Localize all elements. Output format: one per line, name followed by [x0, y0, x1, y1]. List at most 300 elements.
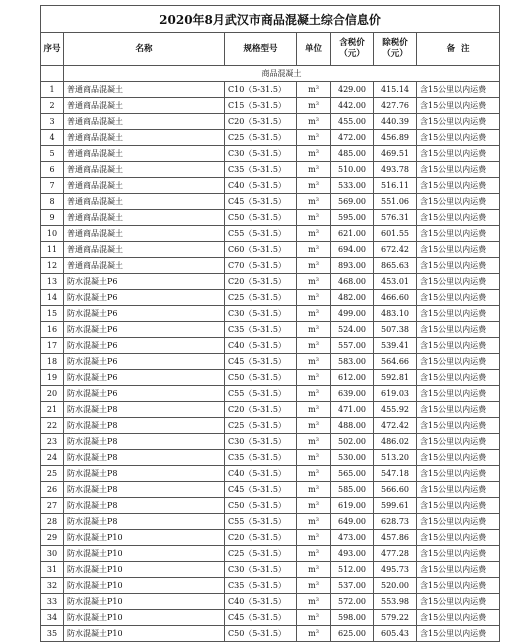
row-note: 含15公里以内运费 [417, 578, 500, 594]
row-name: 防水混凝土P6 [64, 370, 225, 386]
row-tax-incl: 510.00 [331, 162, 374, 178]
table-row [41, 338, 500, 354]
row-no: 22 [41, 418, 64, 434]
unit-exponent: 3 [315, 389, 319, 395]
unit-exponent: 3 [315, 85, 319, 91]
row-tax-excl: 440.39 [374, 114, 417, 130]
unit-base: m [308, 373, 316, 382]
row-tax-excl: 513.20 [374, 450, 417, 466]
row-tax-incl: 468.00 [331, 274, 374, 290]
row-no: 16 [41, 322, 64, 338]
row-note: 含15公里以内运费 [417, 466, 500, 482]
table-row [41, 402, 500, 418]
row-no: 14 [41, 290, 64, 306]
unit-exponent: 3 [315, 613, 319, 619]
row-name: 防水混凝土P10 [64, 530, 225, 546]
row-no: 13 [41, 274, 64, 290]
row-spec: C20（5-31.5） [225, 114, 297, 130]
unit-exponent: 3 [315, 229, 319, 235]
row-tax-incl: 612.00 [331, 370, 374, 386]
row-tax-excl: 466.60 [374, 290, 417, 306]
row-tax-excl: 601.55 [374, 226, 417, 242]
row-tax-incl: 473.00 [331, 530, 374, 546]
row-tax-incl: 524.00 [331, 322, 374, 338]
row-tax-excl: 486.02 [374, 434, 417, 450]
row-unit [297, 594, 331, 610]
row-no: 19 [41, 370, 64, 386]
row-name: 防水混凝土P6 [64, 386, 225, 402]
unit-base: m [308, 565, 316, 574]
unit-exponent: 3 [315, 517, 319, 523]
row-tax-incl: 649.00 [331, 514, 374, 530]
unit-exponent: 3 [315, 533, 319, 539]
row-spec: C25（5-31.5） [225, 546, 297, 562]
unit-exponent: 3 [315, 357, 319, 363]
row-unit [297, 530, 331, 546]
row-unit [297, 610, 331, 626]
row-no: 23 [41, 434, 64, 450]
unit-exponent: 3 [315, 437, 319, 443]
row-spec: C40（5-31.5） [225, 178, 297, 194]
row-unit [297, 226, 331, 242]
unit-base: m [308, 341, 316, 350]
row-unit [297, 322, 331, 338]
row-note: 含15公里以内运费 [417, 594, 500, 610]
header-unit: 单位 [297, 33, 331, 66]
row-tax-excl: 415.14 [374, 82, 417, 98]
table-row [41, 498, 500, 514]
row-tax-excl: 547.18 [374, 466, 417, 482]
section-spacer [41, 66, 64, 82]
unit-exponent: 3 [315, 117, 319, 123]
row-spec: C50（5-31.5） [225, 626, 297, 642]
row-spec: C40（5-31.5） [225, 338, 297, 354]
header-tax-excl: 除税价 （元） [374, 33, 417, 66]
row-no: 1 [41, 82, 64, 98]
row-note: 含15公里以内运费 [417, 626, 500, 642]
unit-base: m [308, 501, 316, 510]
unit-exponent: 3 [315, 373, 319, 379]
row-tax-excl: 576.31 [374, 210, 417, 226]
unit-base: m [308, 213, 316, 222]
row-name: 防水混凝土P10 [64, 562, 225, 578]
unit-exponent: 3 [315, 453, 319, 459]
row-spec: C45（5-31.5） [225, 354, 297, 370]
unit-base: m [308, 421, 316, 430]
row-tax-incl: 502.00 [331, 434, 374, 450]
row-unit [297, 562, 331, 578]
table-row [41, 434, 500, 450]
row-tax-incl: 429.00 [331, 82, 374, 98]
row-no: 33 [41, 594, 64, 610]
row-unit [297, 402, 331, 418]
row-unit [297, 434, 331, 450]
row-tax-excl: 539.41 [374, 338, 417, 354]
row-spec: C50（5-31.5） [225, 210, 297, 226]
row-spec: C25（5-31.5） [225, 418, 297, 434]
row-unit [297, 338, 331, 354]
header-no: 序号 [41, 33, 64, 66]
unit-base: m [308, 629, 316, 638]
table-row [41, 594, 500, 610]
row-tax-excl: 566.60 [374, 482, 417, 498]
row-tax-excl: 495.73 [374, 562, 417, 578]
row-no: 7 [41, 178, 64, 194]
row-spec: C35（5-31.5） [225, 578, 297, 594]
row-name: 普通商品混凝土 [64, 194, 225, 210]
table-row [41, 274, 500, 290]
row-note: 含15公里以内运费 [417, 354, 500, 370]
row-tax-incl: 569.00 [331, 194, 374, 210]
row-tax-incl: 533.00 [331, 178, 374, 194]
row-tax-excl: 579.22 [374, 610, 417, 626]
row-tax-excl: 619.03 [374, 386, 417, 402]
table-row [41, 578, 500, 594]
row-tax-incl: 639.00 [331, 386, 374, 402]
unit-base: m [308, 469, 316, 478]
row-tax-excl: 483.10 [374, 306, 417, 322]
unit-base: m [308, 277, 316, 286]
table-row [41, 562, 500, 578]
row-note: 含15公里以内运费 [417, 178, 500, 194]
table-row [41, 82, 500, 98]
header-tax-incl: 含税价 （元） [331, 33, 374, 66]
unit-base: m [308, 405, 316, 414]
row-name: 防水混凝土P10 [64, 546, 225, 562]
unit-exponent: 3 [315, 197, 319, 203]
row-no: 4 [41, 130, 64, 146]
unit-base: m [308, 549, 316, 558]
row-note: 含15公里以内运费 [417, 482, 500, 498]
section-label: 商品混凝土 [64, 66, 500, 82]
row-spec: C50（5-31.5） [225, 498, 297, 514]
row-unit [297, 210, 331, 226]
row-note: 含15公里以内运费 [417, 210, 500, 226]
row-no: 17 [41, 338, 64, 354]
row-note: 含15公里以内运费 [417, 146, 500, 162]
row-note: 含15公里以内运费 [417, 322, 500, 338]
row-name: 防水混凝土P6 [64, 354, 225, 370]
row-spec: C35（5-31.5） [225, 162, 297, 178]
row-tax-excl: 477.28 [374, 546, 417, 562]
unit-exponent: 3 [315, 181, 319, 187]
row-unit [297, 466, 331, 482]
row-name: 防水混凝土P6 [64, 338, 225, 354]
row-note: 含15公里以内运费 [417, 130, 500, 146]
row-tax-incl: 537.00 [331, 578, 374, 594]
unit-exponent: 3 [315, 309, 319, 315]
row-tax-incl: 442.00 [331, 98, 374, 114]
row-note: 含15公里以内运费 [417, 98, 500, 114]
table-row [41, 178, 500, 194]
row-name: 普通商品混凝土 [64, 82, 225, 98]
row-spec: C50（5-31.5） [225, 370, 297, 386]
row-name: 防水混凝土P10 [64, 610, 225, 626]
unit-base: m [308, 357, 316, 366]
row-unit [297, 626, 331, 642]
unit-base: m [308, 517, 316, 526]
unit-base: m [308, 85, 316, 94]
row-name: 防水混凝土P8 [64, 482, 225, 498]
row-name: 防水混凝土P6 [64, 306, 225, 322]
row-no: 21 [41, 402, 64, 418]
row-tax-excl: 457.86 [374, 530, 417, 546]
row-unit [297, 274, 331, 290]
row-unit [297, 306, 331, 322]
row-no: 12 [41, 258, 64, 274]
table-row [41, 306, 500, 322]
row-spec: C35（5-31.5） [225, 450, 297, 466]
row-name: 防水混凝土P8 [64, 498, 225, 514]
row-tax-incl: 583.00 [331, 354, 374, 370]
unit-base: m [308, 181, 316, 190]
row-note: 含15公里以内运费 [417, 546, 500, 562]
row-no: 18 [41, 354, 64, 370]
row-note: 含15公里以内运费 [417, 114, 500, 130]
table-row [41, 482, 500, 498]
row-name: 防水混凝土P10 [64, 626, 225, 642]
row-tax-excl: 605.43 [374, 626, 417, 642]
table-row [41, 386, 500, 402]
row-spec: C40（5-31.5） [225, 594, 297, 610]
unit-base: m [308, 101, 316, 110]
row-note: 含15公里以内运费 [417, 162, 500, 178]
header-spec: 规格型号 [225, 33, 297, 66]
row-note: 含15公里以内运费 [417, 450, 500, 466]
row-spec: C40（5-31.5） [225, 466, 297, 482]
row-unit [297, 354, 331, 370]
row-spec: C45（5-31.5） [225, 482, 297, 498]
unit-base: m [308, 325, 316, 334]
row-name: 普通商品混凝土 [64, 210, 225, 226]
row-unit [297, 98, 331, 114]
row-tax-incl: 471.00 [331, 402, 374, 418]
row-tax-excl: 599.61 [374, 498, 417, 514]
row-tax-excl: 592.81 [374, 370, 417, 386]
table-row [41, 162, 500, 178]
unit-exponent: 3 [315, 405, 319, 411]
row-no: 5 [41, 146, 64, 162]
row-spec: C25（5-31.5） [225, 290, 297, 306]
unit-exponent: 3 [315, 325, 319, 331]
row-spec: C45（5-31.5） [225, 610, 297, 626]
row-name: 防水混凝土P8 [64, 514, 225, 530]
row-name: 普通商品混凝土 [64, 146, 225, 162]
row-spec: C30（5-31.5） [225, 306, 297, 322]
unit-base: m [308, 293, 316, 302]
row-no: 26 [41, 482, 64, 498]
table-row [41, 466, 500, 482]
row-spec: C55（5-31.5） [225, 386, 297, 402]
table-row [41, 626, 500, 642]
row-tax-excl: 516.11 [374, 178, 417, 194]
unit-base: m [308, 485, 316, 494]
row-unit [297, 418, 331, 434]
row-no: 8 [41, 194, 64, 210]
row-tax-incl: 499.00 [331, 306, 374, 322]
row-note: 含15公里以内运费 [417, 434, 500, 450]
row-tax-excl: 472.42 [374, 418, 417, 434]
row-note: 含15公里以内运费 [417, 418, 500, 434]
row-name: 防水混凝土P8 [64, 418, 225, 434]
unit-exponent: 3 [315, 597, 319, 603]
row-spec: C70（5-31.5） [225, 258, 297, 274]
row-unit [297, 370, 331, 386]
unit-base: m [308, 117, 316, 126]
row-spec: C20（5-31.5） [225, 402, 297, 418]
unit-exponent: 3 [315, 213, 319, 219]
unit-base: m [308, 149, 316, 158]
unit-base: m [308, 581, 316, 590]
row-unit [297, 194, 331, 210]
table-row [41, 242, 500, 258]
row-tax-incl: 493.00 [331, 546, 374, 562]
unit-base: m [308, 261, 316, 270]
unit-exponent: 3 [315, 261, 319, 267]
unit-base: m [308, 597, 316, 606]
row-note: 含15公里以内运费 [417, 290, 500, 306]
row-note: 含15公里以内运费 [417, 402, 500, 418]
table-row [41, 514, 500, 530]
row-unit [297, 178, 331, 194]
row-name: 普通商品混凝土 [64, 258, 225, 274]
row-tax-excl: 455.92 [374, 402, 417, 418]
row-spec: C20（5-31.5） [225, 274, 297, 290]
row-tax-excl: 469.51 [374, 146, 417, 162]
unit-base: m [308, 197, 316, 206]
unit-exponent: 3 [315, 133, 319, 139]
row-name: 防水混凝土P8 [64, 434, 225, 450]
table-row [41, 130, 500, 146]
row-spec: C15（5-31.5） [225, 98, 297, 114]
row-unit [297, 386, 331, 402]
row-spec: C55（5-31.5） [225, 514, 297, 530]
row-spec: C30（5-31.5） [225, 146, 297, 162]
row-name: 普通商品混凝土 [64, 178, 225, 194]
row-no: 10 [41, 226, 64, 242]
row-no: 24 [41, 450, 64, 466]
row-note: 含15公里以内运费 [417, 498, 500, 514]
row-name: 防水混凝土P6 [64, 322, 225, 338]
row-tax-excl: 628.73 [374, 514, 417, 530]
row-note: 含15公里以内运费 [417, 610, 500, 626]
row-note: 含15公里以内运费 [417, 82, 500, 98]
unit-exponent: 3 [315, 581, 319, 587]
row-unit [297, 130, 331, 146]
row-unit [297, 482, 331, 498]
row-unit [297, 450, 331, 466]
row-name: 防水混凝土P8 [64, 466, 225, 482]
row-tax-excl: 865.63 [374, 258, 417, 274]
row-name: 防水混凝土P6 [64, 290, 225, 306]
row-tax-excl: 520.00 [374, 578, 417, 594]
row-tax-excl: 456.89 [374, 130, 417, 146]
row-name: 普通商品混凝土 [64, 226, 225, 242]
unit-exponent: 3 [315, 501, 319, 507]
row-tax-incl: 557.00 [331, 338, 374, 354]
unit-exponent: 3 [315, 101, 319, 107]
row-tax-incl: 585.00 [331, 482, 374, 498]
unit-exponent: 3 [315, 277, 319, 283]
row-tax-incl: 621.00 [331, 226, 374, 242]
row-unit [297, 498, 331, 514]
table-row [41, 226, 500, 242]
row-tax-incl: 512.00 [331, 562, 374, 578]
table-row [41, 530, 500, 546]
row-name: 防水混凝土P10 [64, 578, 225, 594]
row-name: 防水混凝土P10 [64, 594, 225, 610]
header-name: 名称 [64, 33, 225, 66]
unit-exponent: 3 [315, 421, 319, 427]
row-no: 25 [41, 466, 64, 482]
row-note: 含15公里以内运费 [417, 274, 500, 290]
row-note: 含15公里以内运费 [417, 338, 500, 354]
row-no: 20 [41, 386, 64, 402]
row-tax-incl: 619.00 [331, 498, 374, 514]
row-note: 含15公里以内运费 [417, 306, 500, 322]
row-spec: C60（5-31.5） [225, 242, 297, 258]
unit-base: m [308, 437, 316, 446]
row-note: 含15公里以内运费 [417, 530, 500, 546]
table-row [41, 418, 500, 434]
row-no: 35 [41, 626, 64, 642]
row-note: 含15公里以内运费 [417, 370, 500, 386]
row-no: 15 [41, 306, 64, 322]
row-unit [297, 114, 331, 130]
row-name: 普通商品混凝土 [64, 98, 225, 114]
table-title: 2020年8月武汉市商品混凝土综合信息价 [41, 6, 500, 33]
row-tax-excl: 427.76 [374, 98, 417, 114]
row-unit [297, 258, 331, 274]
table-row [41, 450, 500, 466]
unit-exponent: 3 [315, 629, 319, 635]
row-note: 含15公里以内运费 [417, 258, 500, 274]
table-row [41, 98, 500, 114]
row-spec: C10（5-31.5） [225, 82, 297, 98]
row-no: 28 [41, 514, 64, 530]
row-name: 普通商品混凝土 [64, 130, 225, 146]
row-tax-incl: 572.00 [331, 594, 374, 610]
table-row [41, 322, 500, 338]
table-row [41, 258, 500, 274]
unit-base: m [308, 229, 316, 238]
row-no: 6 [41, 162, 64, 178]
row-no: 9 [41, 210, 64, 226]
row-tax-incl: 455.00 [331, 114, 374, 130]
row-spec: C25（5-31.5） [225, 130, 297, 146]
row-tax-incl: 482.00 [331, 290, 374, 306]
row-no: 30 [41, 546, 64, 562]
row-tax-incl: 530.00 [331, 450, 374, 466]
row-tax-excl: 551.06 [374, 194, 417, 210]
row-unit [297, 546, 331, 562]
table-row [41, 290, 500, 306]
table-row [41, 114, 500, 130]
unit-base: m [308, 165, 316, 174]
row-tax-incl: 472.00 [331, 130, 374, 146]
unit-exponent: 3 [315, 549, 319, 555]
row-spec: C55（5-31.5） [225, 226, 297, 242]
row-tax-incl: 694.00 [331, 242, 374, 258]
row-unit [297, 578, 331, 594]
row-spec: C35（5-31.5） [225, 322, 297, 338]
row-name: 防水混凝土P8 [64, 402, 225, 418]
row-note: 含15公里以内运费 [417, 226, 500, 242]
unit-exponent: 3 [315, 149, 319, 155]
row-note: 含15公里以内运费 [417, 562, 500, 578]
table-row [41, 354, 500, 370]
unit-base: m [308, 245, 316, 254]
